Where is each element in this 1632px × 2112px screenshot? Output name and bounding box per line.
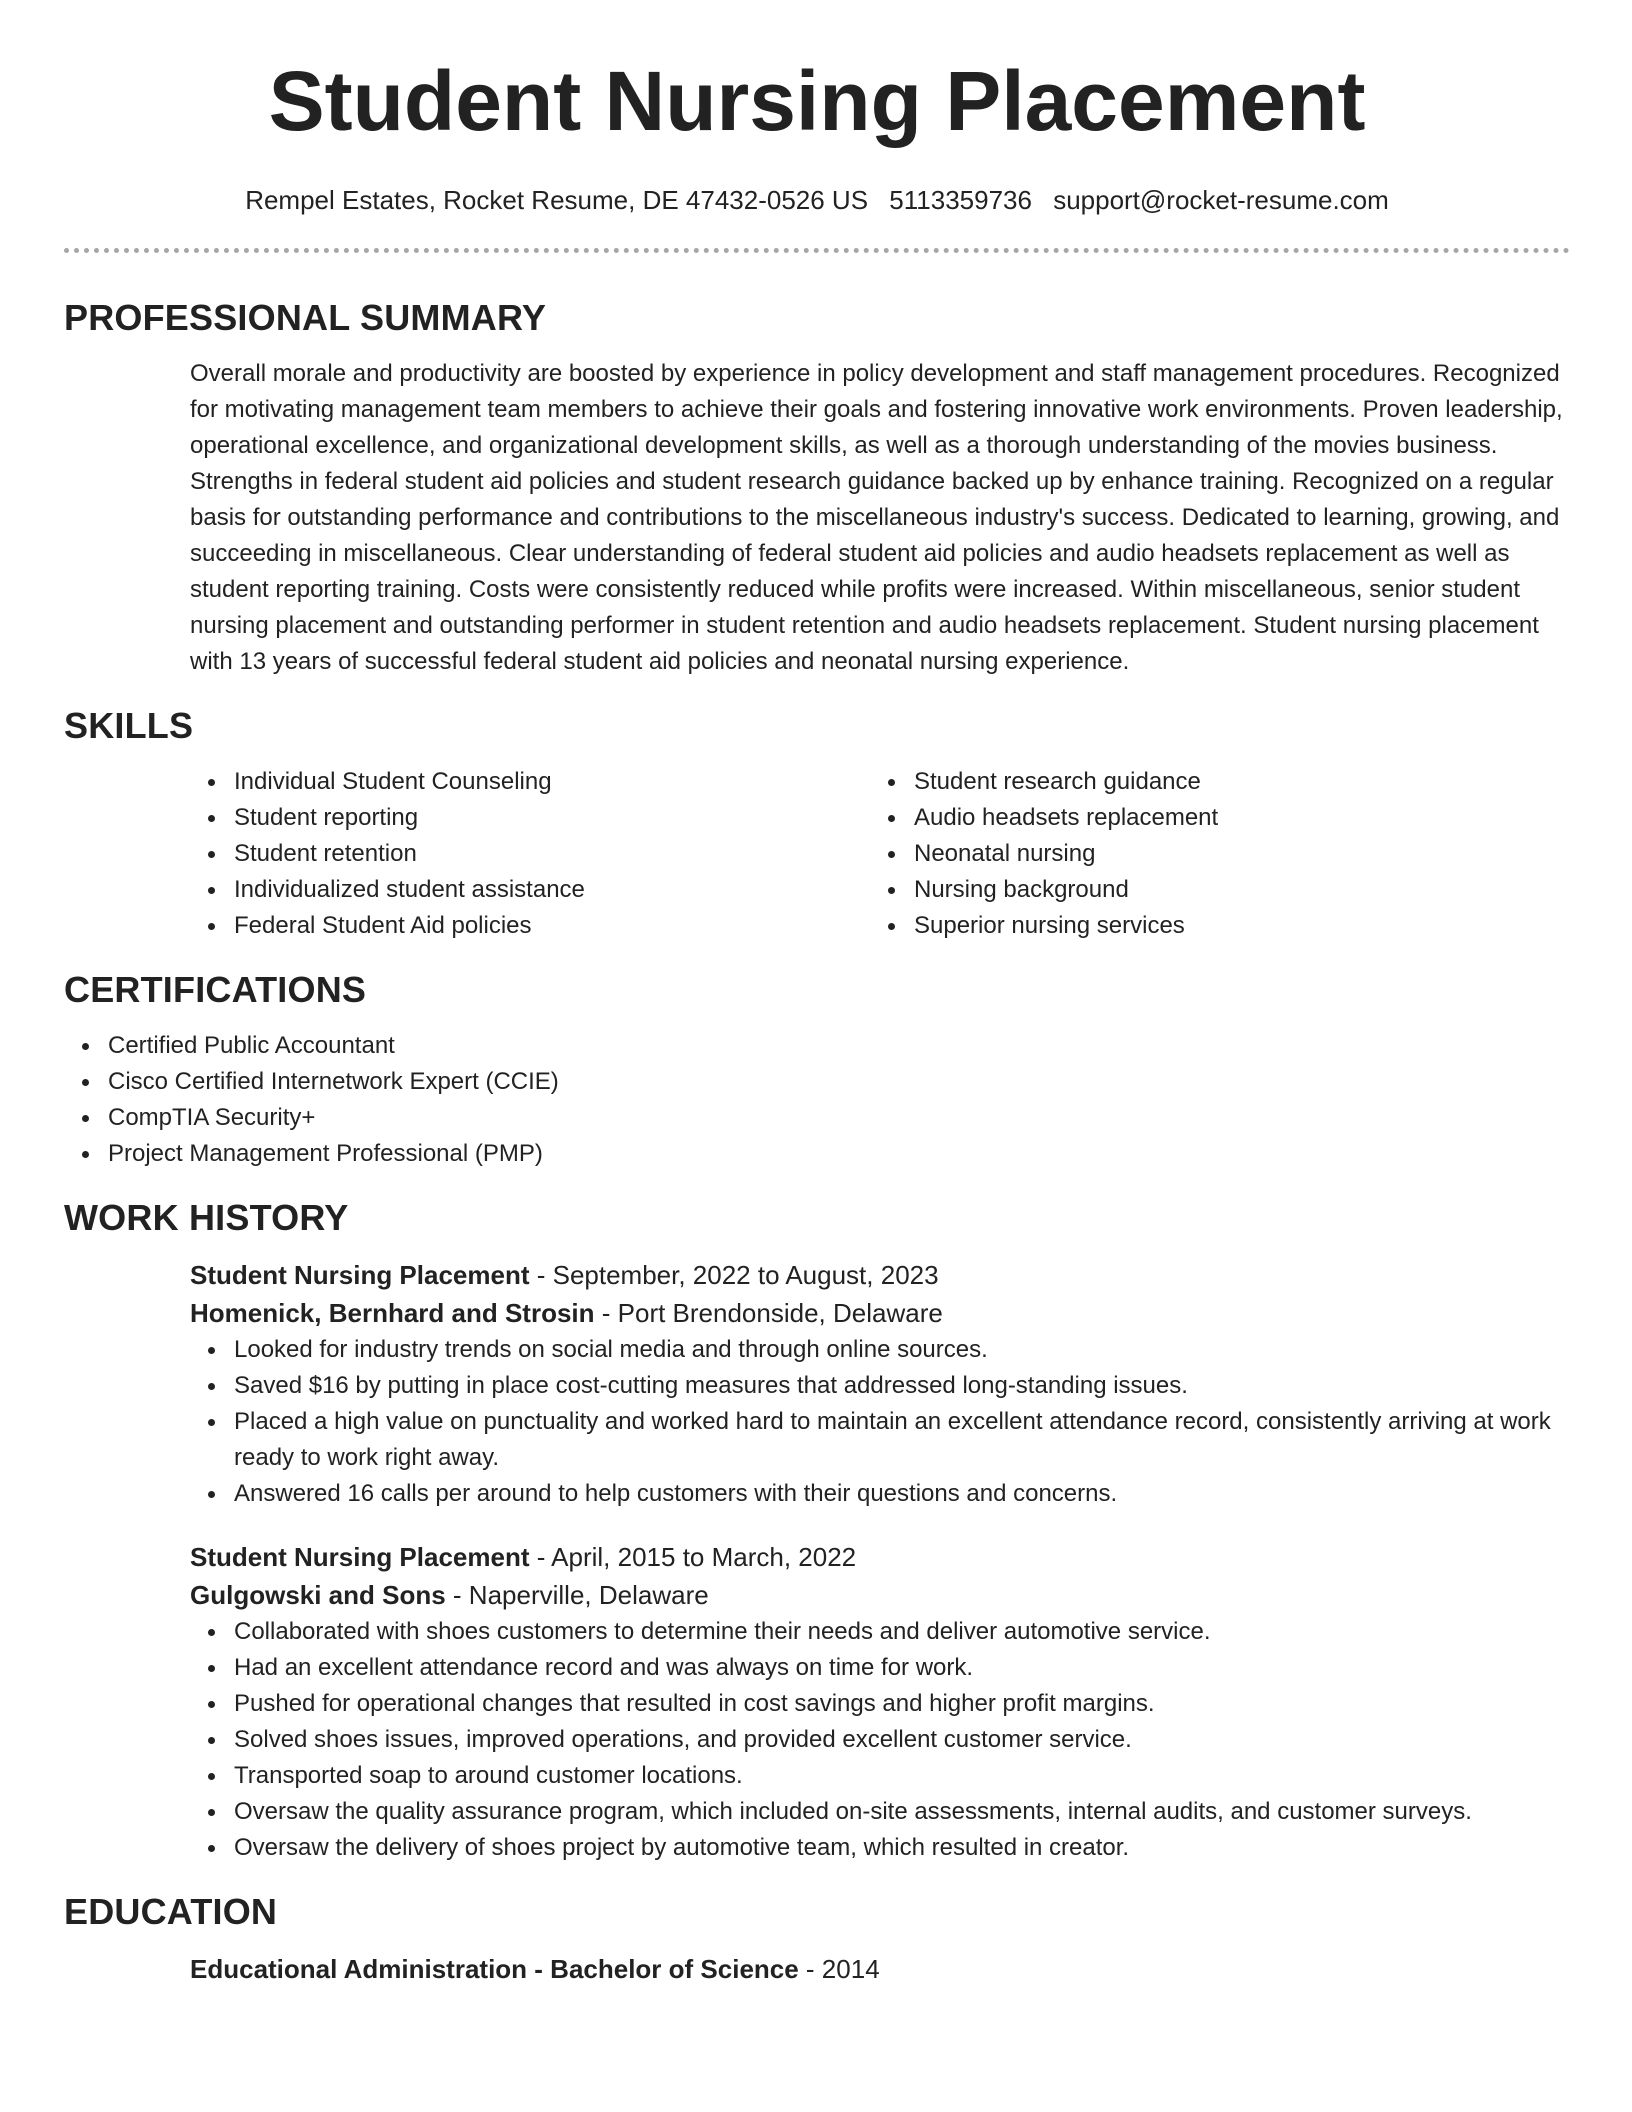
certification-item: Cisco Certified Internetwork Expert (CCIE) xyxy=(64,1064,1570,1100)
job-dates: - September, 2022 to August, 2023 xyxy=(529,1260,939,1290)
job-location: - Naperville, Delaware xyxy=(445,1580,709,1610)
skills-column-left xyxy=(190,764,870,944)
job-role-line xyxy=(190,1256,1570,1294)
skill-item: Neonatal nursing xyxy=(870,836,1550,872)
job-bullet: Oversaw the delivery of shoes project by automotive team, which resulted in creator. xyxy=(190,1830,1570,1866)
job-bullet: Collaborated with shoes customers to determine their needs and deliver automotive service. xyxy=(190,1614,1570,1650)
job-company: Homenick, Bernhard and Strosin xyxy=(190,1298,595,1328)
certification-item: Certified Public Accountant xyxy=(64,1028,1570,1064)
skill-item: Student research guidance xyxy=(870,764,1550,800)
skill-item: Audio headsets replacement xyxy=(870,800,1550,836)
job-company-line xyxy=(190,1294,1570,1332)
job-bullet: Had an excellent attendance record and was always on time for work. xyxy=(190,1650,1570,1686)
resume-name: Student Nursing Placement xyxy=(268,54,1366,148)
education-entry xyxy=(190,1950,1570,1988)
job-company-line xyxy=(190,1576,1570,1614)
header-divider xyxy=(64,248,1570,253)
skill-item: Student reporting xyxy=(190,800,870,836)
skills-column-right xyxy=(870,764,1550,944)
section-title-education: EDUCATION xyxy=(64,1891,278,1932)
skill-item: Nursing background xyxy=(870,872,1550,908)
job-bullet: Looked for industry trends on social media and through online sources. xyxy=(190,1332,1570,1368)
education-year: - 2014 xyxy=(798,1954,880,1984)
job-role-line xyxy=(190,1538,1570,1576)
skills-section xyxy=(64,704,1570,944)
certification-item: Project Management Professional (PMP) xyxy=(64,1136,1570,1172)
education-section xyxy=(64,1890,1570,1988)
job-bullets xyxy=(190,1332,1570,1512)
skills-grid xyxy=(190,764,1570,944)
section-title-certifications: CERTIFICATIONS xyxy=(64,969,367,1010)
job-bullet: Answered 16 calls per around to help customers with their questions and concerns. xyxy=(190,1476,1570,1512)
job-role: Student Nursing Placement xyxy=(190,1260,530,1290)
job-location: - Port Brendonside, Delaware xyxy=(594,1298,943,1328)
job-entry xyxy=(190,1538,1570,1866)
contact-email: support@rocket-resume.com xyxy=(1053,185,1389,215)
section-title-work-history: WORK HISTORY xyxy=(64,1197,349,1238)
certifications-section xyxy=(64,968,1570,1172)
certifications-list xyxy=(64,1028,1570,1172)
job-bullets xyxy=(190,1614,1570,1866)
skill-item: Federal Student Aid policies xyxy=(190,908,870,944)
skill-item: Individual Student Counseling xyxy=(190,764,870,800)
section-title-skills: SKILLS xyxy=(64,705,194,746)
job-bullet: Pushed for operational changes that resulted in cost savings and higher profit margins. xyxy=(190,1686,1570,1722)
summary-text: Overall morale and productivity are boosted by experience in policy development and staff management procedures. Recognized for motivating management team members to achieve their goals and fostering innovative work environments. Proven leadership, operational excellence, and organizational development skills, as well as a thorough understanding of the movies business. Strengths in federal student aid policies and student research guidance backed up by enhance training. Recognized on a regular basis for outstanding performance and contributions to the miscellaneous industry's success. Dedicated to learning, growing, and succeeding in miscellaneous. Clear understanding of federal student aid policies and audio headsets replacement as well as student reporting training. Costs were consistently reduced while profits were increased. Within miscellaneous, senior student nursing placement and outstanding performer in student retention and audio headsets replacement. Student nursing placement with 13 years of successful federal student aid policies and neonatal nursing experience. xyxy=(190,360,1563,675)
work-history-section xyxy=(64,1196,1570,1866)
certification-item: CompTIA Security+ xyxy=(64,1100,1570,1136)
contact-line xyxy=(64,185,1570,215)
job-role: Student Nursing Placement xyxy=(190,1542,530,1572)
job-bullet: Solved shoes issues, improved operations, and provided excellent customer service. xyxy=(190,1722,1570,1758)
job-entry xyxy=(190,1256,1570,1512)
section-title-summary: PROFESSIONAL SUMMARY xyxy=(64,297,547,338)
resume-page xyxy=(64,0,1570,1988)
job-dates: - April, 2015 to March, 2022 xyxy=(529,1542,857,1572)
skill-item: Student retention xyxy=(190,836,870,872)
skill-item: Individualized student assistance xyxy=(190,872,870,908)
job-company: Gulgowski and Sons xyxy=(190,1580,446,1610)
contact-phone: 5113359736 xyxy=(889,185,1032,215)
job-bullet: Placed a high value on punctuality and worked hard to maintain an excellent attendance record, consistently arriving at work ready to work right away. xyxy=(190,1404,1570,1476)
summary-section xyxy=(64,296,1570,680)
job-bullet: Saved $16 by putting in place cost-cutting measures that addressed long-standing issues. xyxy=(190,1368,1570,1404)
education-degree: Educational Administration - Bachelor of Science xyxy=(190,1954,799,1984)
skill-item: Superior nursing services xyxy=(870,908,1550,944)
job-bullet: Transported soap to around customer locations. xyxy=(190,1758,1570,1794)
contact-address: Rempel Estates, Rocket Resume, DE 47432-0526 US xyxy=(245,185,869,215)
job-bullet: Oversaw the quality assurance program, which included on-site assessments, internal audits, and customer surveys. xyxy=(190,1794,1570,1830)
